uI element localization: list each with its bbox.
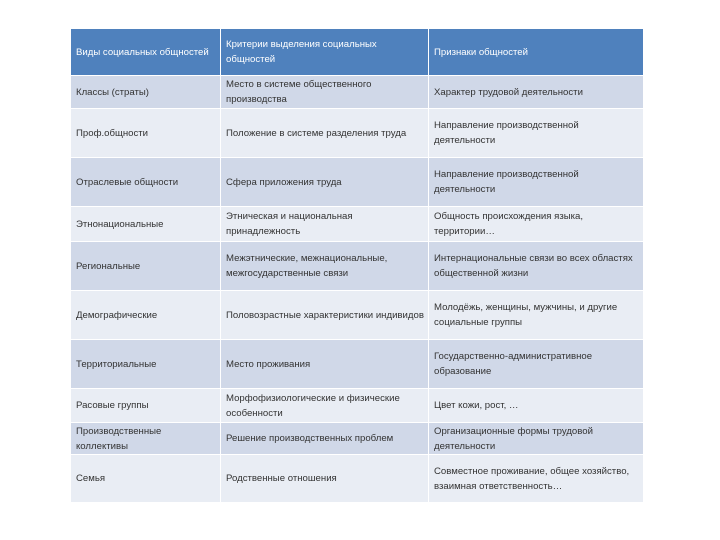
table-row [71, 291, 644, 340]
table-cell: Государственно-административное образование [429, 340, 644, 389]
header-cell: Признаки общностей [429, 29, 644, 76]
table-row [71, 455, 644, 503]
table-cell: Направление производственной деятельности [429, 109, 644, 158]
table-cell: Общность происхождения языка, территории… [429, 207, 644, 242]
table-cell: Семья [71, 455, 221, 503]
table-row [71, 109, 644, 158]
table-cell: Сфера приложения труда [221, 158, 429, 207]
header-cell: Виды социальных общностей [71, 29, 221, 76]
table-cell: Межэтнические, межнациональные, межгосударственные связи [221, 242, 429, 291]
table-row [71, 423, 644, 455]
table-cell: Решение производственных проблем [221, 423, 429, 455]
table-cell: Классы (страты) [71, 76, 221, 109]
table-cell: Этнонациональные [71, 207, 221, 242]
table-row [71, 207, 644, 242]
table-row [71, 389, 644, 423]
table-cell: Молодёжь, женщины, мужчины, и другие социальные группы [429, 291, 644, 340]
table-cell: Половозрастные характеристики индивидов [221, 291, 429, 340]
table-cell: Положение в системе разделения труда [221, 109, 429, 158]
table-header-row [71, 29, 644, 76]
table-cell: Организационные формы трудовой деятельности [429, 423, 644, 455]
table-cell: Характер трудовой деятельности [429, 76, 644, 109]
table-row [71, 158, 644, 207]
table-cell: Отраслевые общности [71, 158, 221, 207]
header-cell: Критерии выделения социальных общностей [221, 29, 429, 76]
table-cell: Цвет кожи, рост, … [429, 389, 644, 423]
table-cell: Место проживания [221, 340, 429, 389]
table-cell: Морфофизиологические и физические особенности [221, 389, 429, 423]
table-cell: Расовые группы [71, 389, 221, 423]
table-cell: Родственные отношения [221, 455, 429, 503]
table-cell: Интернациональные связи во всех областях общественной жизни [429, 242, 644, 291]
table-cell: Этническая и национальная принадлежность [221, 207, 429, 242]
table-row [71, 340, 644, 389]
table-row [71, 76, 644, 109]
table-cell: Территориальные [71, 340, 221, 389]
table-row [71, 242, 644, 291]
table-cell: Региональные [71, 242, 221, 291]
social-communities-table [70, 28, 644, 503]
table-cell: Демографические [71, 291, 221, 340]
table-cell: Место в системе общественного производства [221, 76, 429, 109]
table-cell: Направление производственной деятельности [429, 158, 644, 207]
table-cell: Совместное проживание, общее хозяйство, взаимная ответственность… [429, 455, 644, 503]
table-cell: Производственные коллективы [71, 423, 221, 455]
table-cell: Проф.общности [71, 109, 221, 158]
